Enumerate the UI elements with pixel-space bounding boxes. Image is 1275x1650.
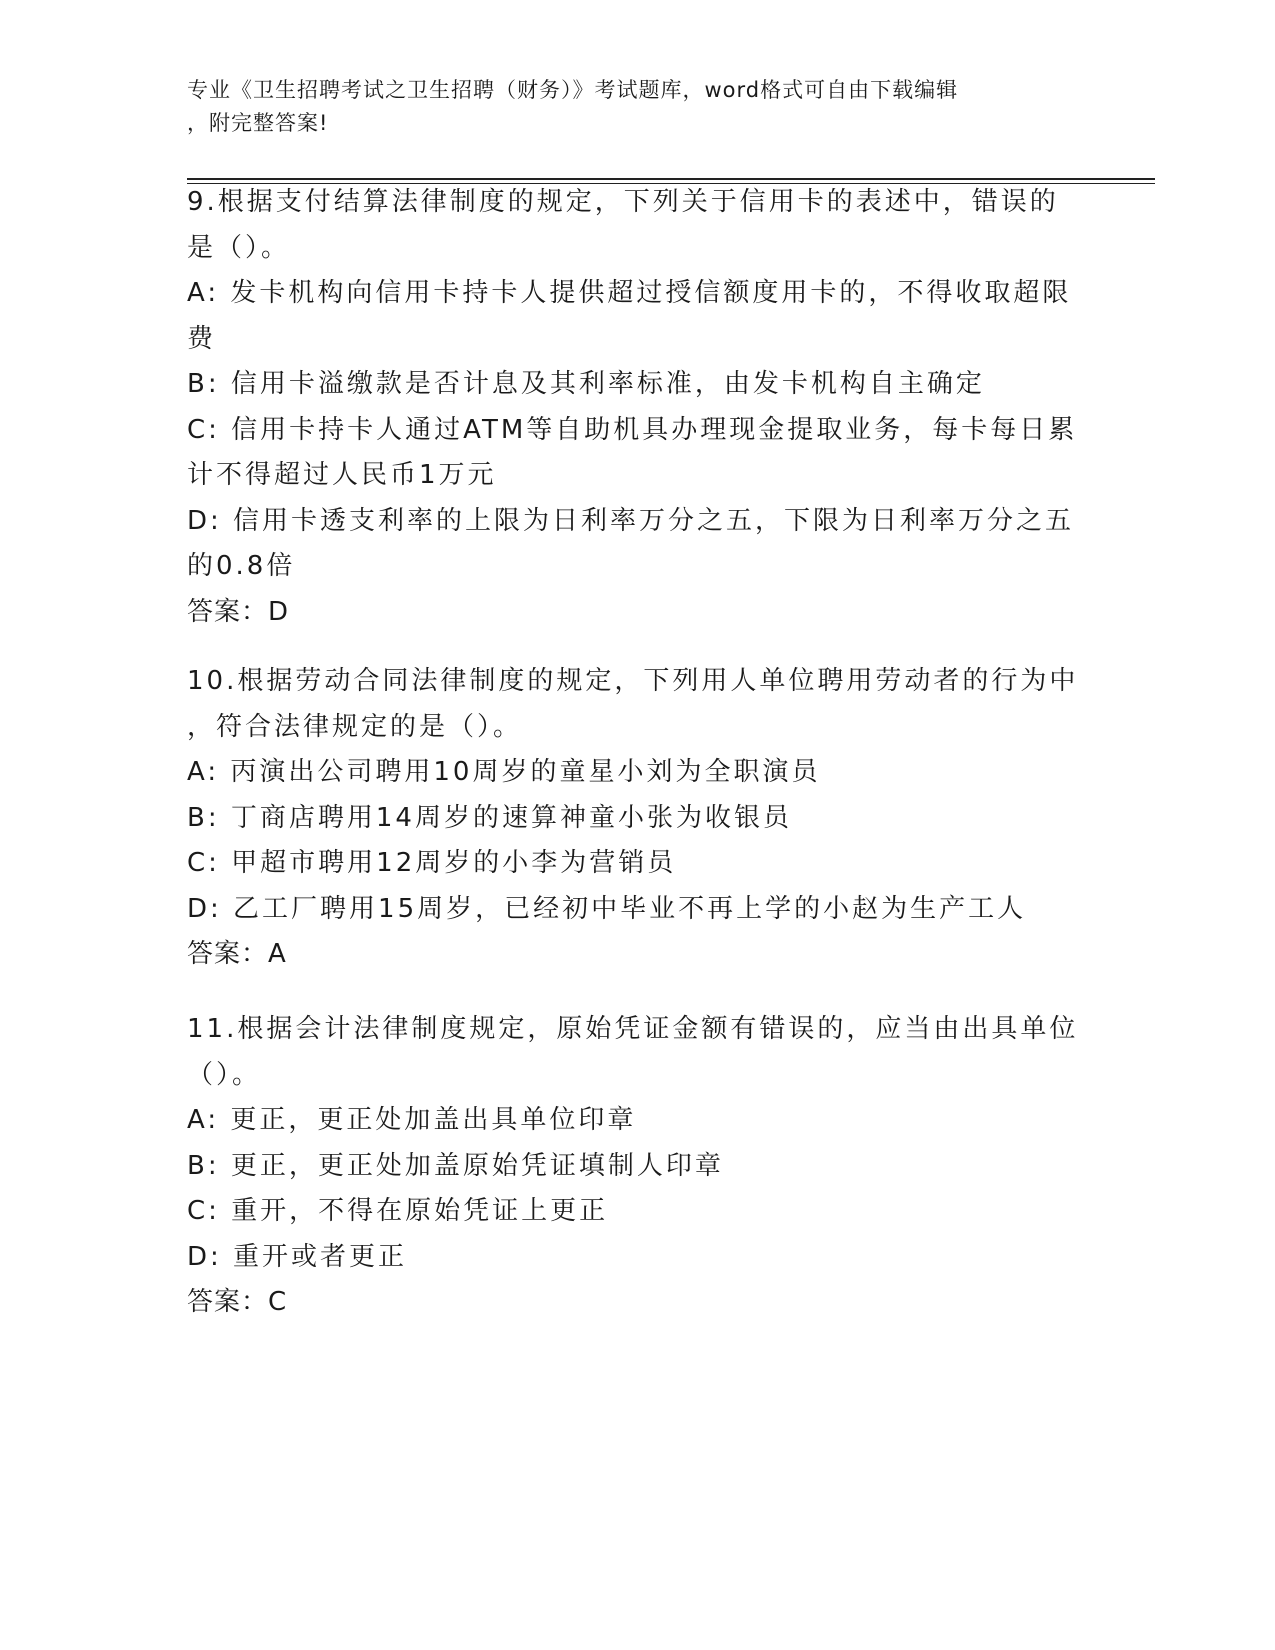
- question-9: [187, 180, 1077, 635]
- question-stem-line: 是（）。: [187, 232, 291, 263]
- question-stem-line: 9.根据支付结算法律制度的规定，下列关于信用卡的表述中，错误的: [187, 187, 1059, 217]
- question-stem-line: 10.根据劳动合同法律制度的规定，下列用人单位聘用劳动者的行为中: [187, 666, 1079, 696]
- option-a-line: A: 发卡机构向信用卡持卡人提供超过授信额度用卡的，不得收取超限: [187, 278, 1072, 308]
- option-a-line: A: 丙演出公司聘用10周岁的童星小刘为全职演员: [187, 757, 821, 787]
- option-a-line: 费: [187, 323, 217, 354]
- header-line-1: 专业《卫生招聘考试之卫生招聘（财务）》考试题库，word格式可自由下载编辑: [187, 78, 959, 102]
- option-d-line: 的0.8倍: [187, 551, 296, 581]
- option-c-line: C: 重开，不得在原始凭证上更正: [187, 1196, 609, 1226]
- answer-label: 答案：D: [187, 596, 290, 627]
- document-header: [187, 74, 1067, 140]
- option-b-line: B: 更正，更正处加盖原始凭证填制人印章: [187, 1150, 724, 1181]
- question-10: [187, 659, 1077, 978]
- option-c-line: C: 甲超市聘用12周岁的小李为营销员: [187, 848, 677, 878]
- option-b-line: B: 信用卡溢缴款是否计息及其利率标准，由发卡机构自主确定: [187, 369, 985, 399]
- question-11: [187, 1007, 1077, 1326]
- answer-label: 答案：C: [187, 1287, 288, 1317]
- option-c-line: 计不得超过人民币1万元: [187, 460, 497, 490]
- option-c-line: C: 信用卡持卡人通过ATM等自助机具办理现金提取业务，每卡每日累: [187, 414, 1078, 445]
- question-stem-line: （）。: [187, 1059, 262, 1090]
- option-a-line: A: 更正，更正处加盖出具单位印章: [187, 1105, 637, 1135]
- header-line-2: ，附完整答案!: [187, 111, 329, 135]
- question-stem-line: 11.根据会计法律制度规定，原始凭证金额有错误的，应当由出具单位: [187, 1014, 1079, 1044]
- answer-label: 答案：A: [187, 939, 287, 969]
- option-d-line: D: 重开或者更正: [187, 1241, 408, 1272]
- option-b-line: B: 丁商店聘用14周岁的速算神童小张为收银员: [187, 802, 792, 833]
- option-d-line: D: 信用卡透支利率的上限为日利率万分之五，下限为日利率万分之五: [187, 505, 1075, 536]
- question-stem-line: ，符合法律规定的是（）。: [187, 711, 523, 742]
- option-d-line: D: 乙工厂聘用15周岁，已经初中毕业不再上学的小赵为生产工人: [187, 893, 1027, 924]
